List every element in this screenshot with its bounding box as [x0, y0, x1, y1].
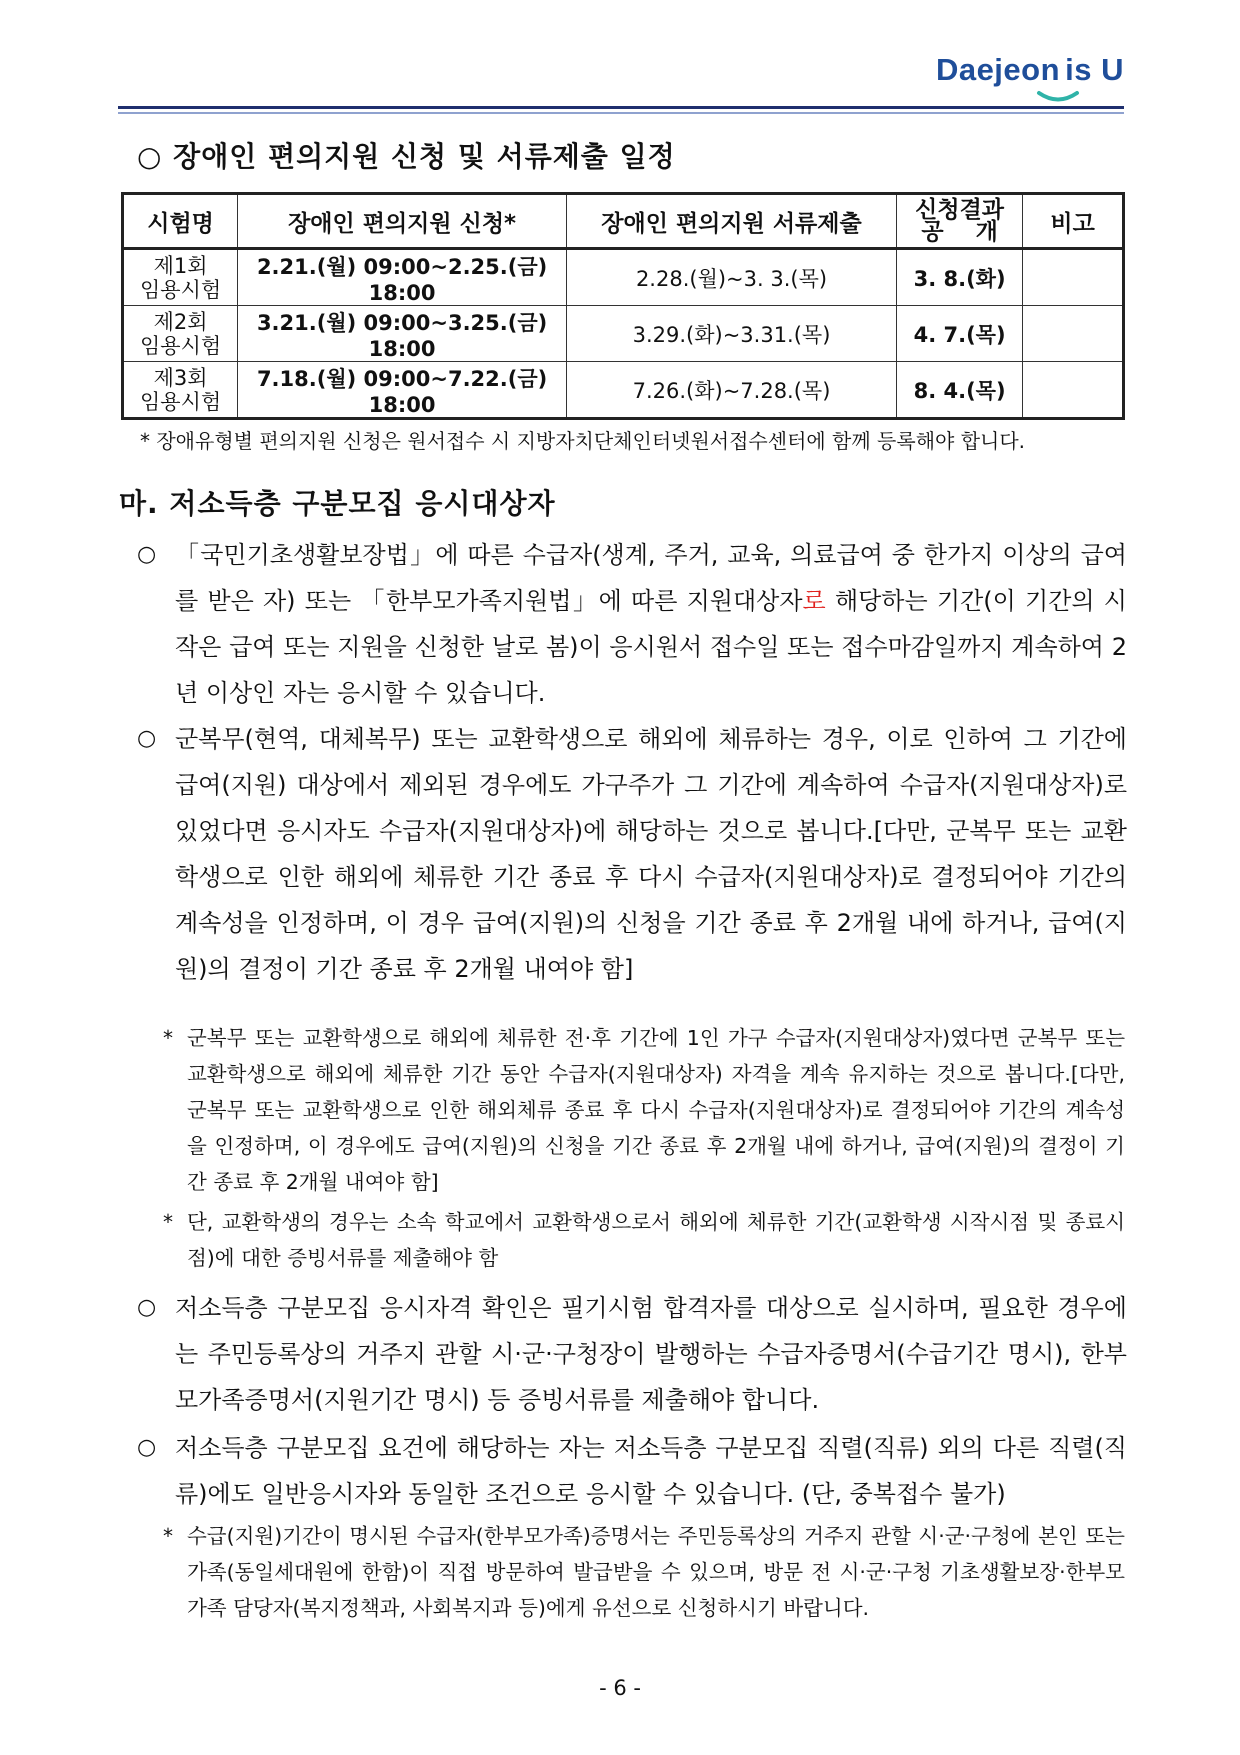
- schedule-note: * 장애유형별 편의지원 신청은 원서접수 시 지방자치단체인터넷원서접수센터에 함께 등록해야 합니다.: [140, 429, 1026, 453]
- bullet-item: [137, 532, 1127, 716]
- bullet-symbol: ○: [137, 1435, 157, 1460]
- result-date-cell: 4. 7.(목): [896, 306, 1022, 362]
- bullet-symbol: ○: [137, 1295, 157, 1320]
- submit-period-cell: 3.29.(화)~3.31.(목): [567, 306, 897, 362]
- col-apply-header: 장애인 편의지원 신청*: [238, 194, 567, 249]
- col-exam-header: 시험명: [123, 194, 238, 249]
- schedule-title: ○ 장애인 편의지원 신청 및 서류제출 일정: [137, 140, 676, 173]
- sub-note-text: 수급(지원)기간이 명시된 수급자(한부모가족)증명서는 주민등록상의 거주지 관할 시·군·구청에 본인 또는 가족(동일세대원에 한함)이 직접 방문하여 발급받을 수 있으며, 방문 전 시·군·구청 기초생활보장·한부모가족 담당자(복지정책과, 사회복지과 등)에게 유선으로 신청하시기 바랍니다.: [187, 1524, 1125, 1620]
- bullet-item: [137, 1285, 1127, 1423]
- section-heading: 마. 저소득층 구분모집 응시대상자: [119, 487, 556, 520]
- apply-period-cell: 7.18.(월) 09:00~7.22.(금) 18:00: [238, 362, 567, 419]
- sub-note: [163, 1204, 1125, 1276]
- col-submit-header: 장애인 편의지원 서류제출: [567, 194, 897, 249]
- sub-note: [163, 1020, 1125, 1200]
- header-rule-thin: [118, 112, 1124, 114]
- bullet-item: [137, 1425, 1127, 1517]
- exam-name-cell: 제2회 임용시험: [123, 306, 238, 362]
- daejeon-is-u-logo: [936, 52, 1124, 104]
- apply-period-cell: 3.21.(월) 09:00~3.25.(금) 18:00: [238, 306, 567, 362]
- red-highlight: 로: [802, 587, 826, 615]
- smile-icon: [1036, 90, 1080, 104]
- submit-period-cell: 2.28.(월)~3. 3.(목): [567, 249, 897, 306]
- bullet-item: [137, 716, 1127, 992]
- page-number: - 6 -: [599, 1676, 641, 1700]
- note-star: *: [163, 1524, 173, 1548]
- bullet-symbol: ○: [137, 726, 157, 751]
- table-row: [123, 362, 1124, 419]
- result-date-cell: 3. 8.(화): [896, 249, 1022, 306]
- remark-cell: [1023, 306, 1124, 362]
- apply-period-cell: 2.21.(월) 09:00~2.25.(금) 18:00: [238, 249, 567, 306]
- remark-cell: [1023, 249, 1124, 306]
- sub-note: [163, 1518, 1125, 1626]
- bullet-text: 「국민기초생활보장법」에 따른 수급자(생계, 주거, 교육, 의료급여 중 한가지 이상의 급여를 받은 자) 또는 「한부모가족지원법」에 따른 지원대상자로 해당하는 기간(이 기간의 시작은 급여 또는 지원을 신청한 날로 봄)이 응시원서 접수일 또는 접수마감일까지 계속하여 2년 이상인 자는 응시할 수 있습니다.: [175, 541, 1127, 707]
- bullet-text: 저소득층 구분모집 요건에 해당하는 자는 저소득층 구분모집 직렬(직류) 외의 다른 직렬(직류)에도 일반응시자와 동일한 조건으로 응시할 수 있습니다. (단, 중복접수 불가): [175, 1434, 1127, 1508]
- remark-cell: [1023, 362, 1124, 419]
- sub-note-text: 단, 교환학생의 경우는 소속 학교에서 교환학생으로서 해외에 체류한 기간(교환학생 시작시점 및 종료시점)에 대한 증빙서류를 제출해야 함: [187, 1210, 1125, 1270]
- col-remark-header: 비고: [1023, 194, 1124, 249]
- col-result-header: 신청결과 공 개: [896, 194, 1022, 249]
- exam-name-cell: 제1회 임용시험: [123, 249, 238, 306]
- table-row: [123, 306, 1124, 362]
- exam-name-cell: 제3회 임용시험: [123, 362, 238, 419]
- header-rule: [118, 106, 1124, 109]
- table-row: [123, 249, 1124, 306]
- note-star: *: [163, 1026, 173, 1050]
- submit-period-cell: 7.26.(화)~7.28.(목): [567, 362, 897, 419]
- bullet-text: 군복무(현역, 대체복무) 또는 교환학생으로 해외에 체류하는 경우, 이로 인하여 그 기간에 급여(지원) 대상에서 제외된 경우에도 가구주가 그 기간에 계속하여 수급자(지원대상자)로 있었다면 응시자도 수급자(지원대상자)에 해당하는 것으로 봅니다.[다만, 군복무 또는 교환학생으로 인한 해외에 체류한 기간 종료 후 다시 수급자(지원대상자)로 결정되어야 기간의 계속성을 인정하며, 이 경우 급여(지원)의 신청을 기간 종료 후 2개월 내에 하거나, 급여(지원)의 결정이 기간 종료 후 2개월 내여야 함]: [175, 725, 1127, 983]
- result-date-cell: 8. 4.(목): [896, 362, 1022, 419]
- sub-note-text: 군복무 또는 교환학생으로 해외에 체류한 전·후 기간에 1인 가구 수급자(지원대상자)였다면 군복무 또는 교환학생으로 해외에 체류한 기간 동안 수급자(지원대상자) 자격을 계속 유지하는 것으로 봅니다.[다만, 군복무 또는 교환학생으로 인한 해외체류 종료 후 다시 수급자(지원대상자)로 결정되어야 기간의 계속성을 인정하며, 이 경우에도 급여(지원)의 신청을 기간 종료 후 2개월 내에 하거나, 급여(지원)의 결정이 기간 종료 후 2개월 내여야 함]: [187, 1026, 1125, 1194]
- logo-text-right: is U: [1065, 52, 1124, 87]
- schedule-table: [121, 192, 1125, 420]
- logo-text-left: Daejeon: [935, 52, 1061, 87]
- bullet-symbol: ○: [137, 542, 157, 567]
- table-header-row: [123, 194, 1124, 249]
- note-star: *: [163, 1210, 173, 1234]
- bullet-text: 저소득층 구분모집 응시자격 확인은 필기시험 합격자를 대상으로 실시하며, 필요한 경우에는 주민등록상의 거주지 관할 시·군·구청장이 발행하는 수급자증명서(수급기간 명시), 한부모가족증명서(지원기간 명시) 등 증빙서류를 제출해야 합니다.: [175, 1294, 1127, 1414]
